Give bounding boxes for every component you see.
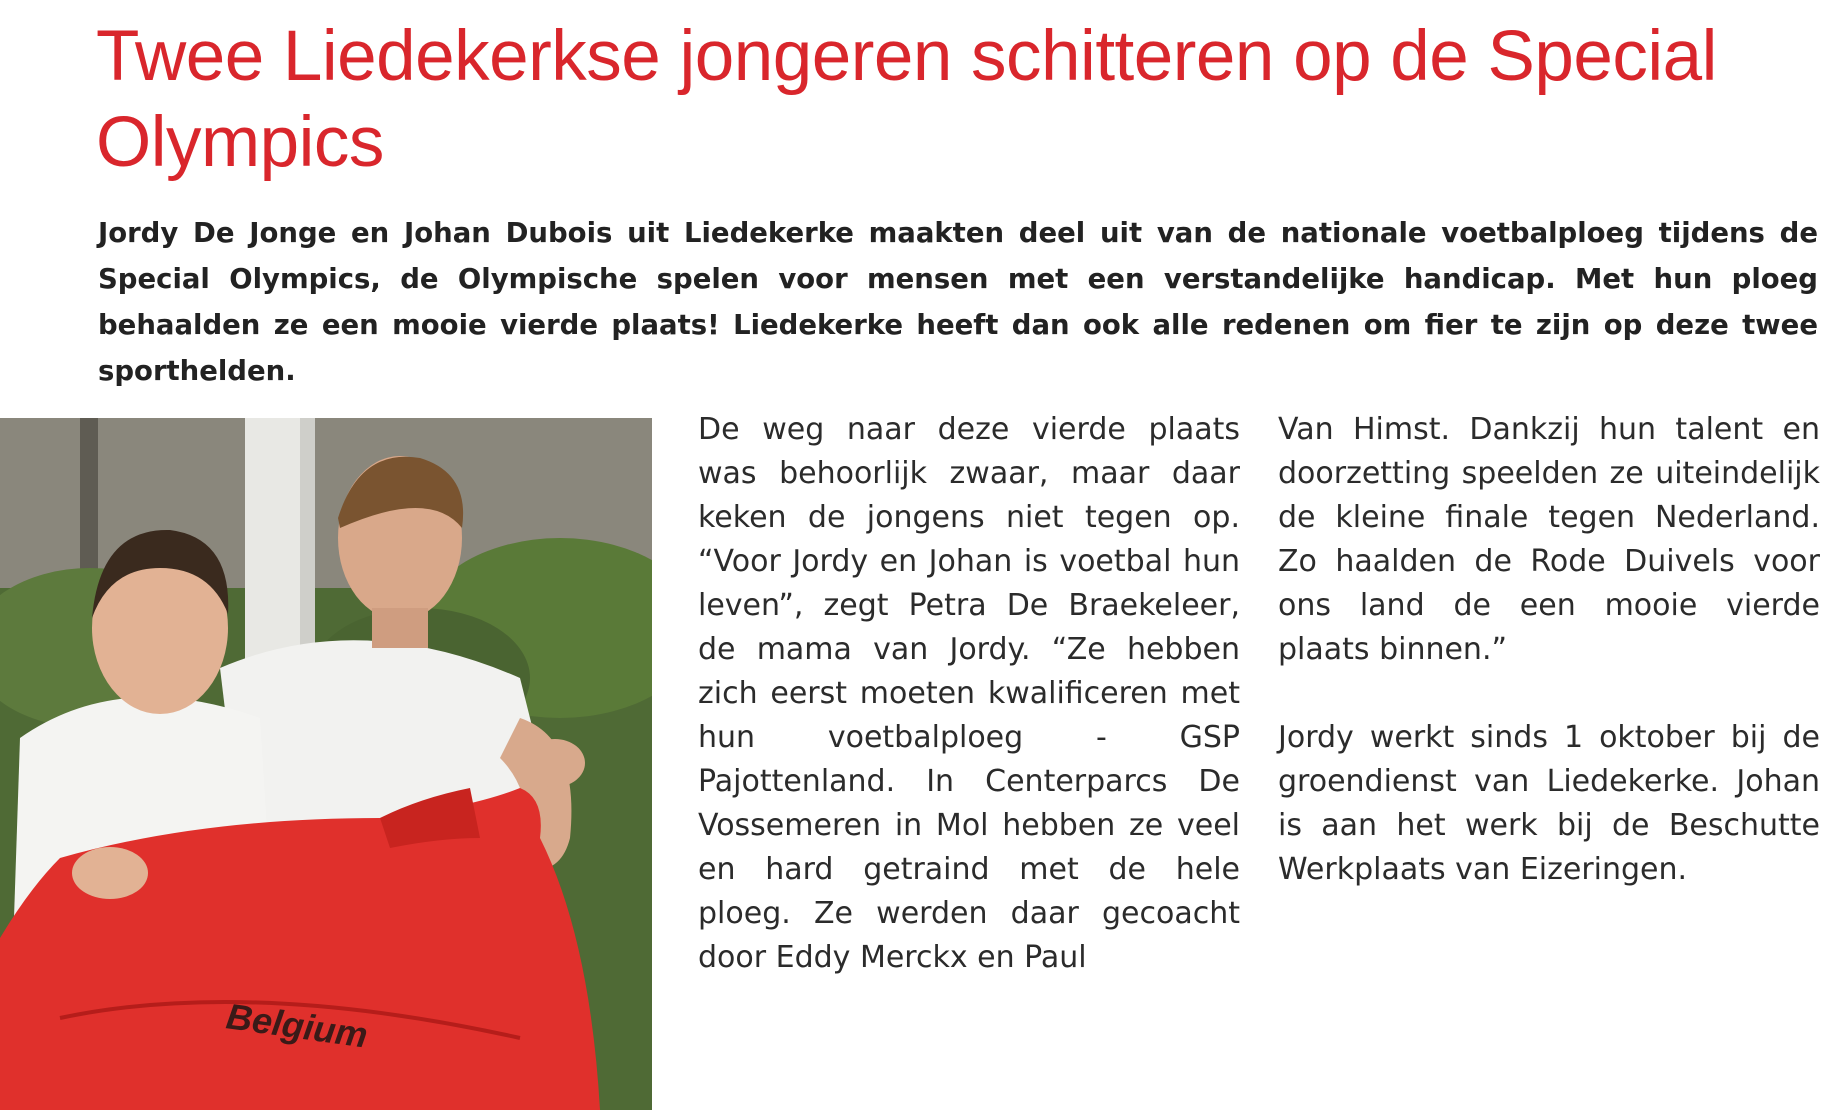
article-column-2 <box>1278 408 1820 936</box>
shirt-text: Belgium <box>223 995 371 1056</box>
column-1-paragraph: De weg naar deze vierde plaats was behoorlijk zwaar, maar daar keken de jongens niet tegen op. “Voor Jordy en Johan is voetbal hun leven”, zegt Petra De Braekeleer, de mama van Jordy. “Ze hebben zich eerst moeten kwalificeren met hun voetbalploeg - GSP Pajottenland. In Centerparcs De Vossemeren in Mol hebben ze veel en hard getraind met de hele ploeg. Ze werden daar gecoacht door Eddy Merckx en Paul <box>698 412 1240 975</box>
article-column-1 <box>698 408 1240 1024</box>
article-photo <box>0 418 652 1110</box>
column-2-paragraph-1: Van Himst. Dankzij hun talent en doorzetting speelden ze uiteindelijk de kleine finale tegen Nederland. Zo haalden de Rode Duivels voor ons land de een mooie vierde plaats binnen.” <box>1278 412 1820 667</box>
article-title: Twee Liedekerkse jongeren schitteren op de Special Olympics <box>96 17 1717 182</box>
column-2-paragraph-2: Jordy werkt sinds 1 oktober bij de groendienst van Liedekerke. Johan is aan het werk bij de Beschutte Werkplaats van Eizeringen. <box>1278 720 1820 887</box>
article-lead: Jordy De Jonge en Johan Dubois uit Liedekerke maakten deel uit van de nationale voetbalploeg tijdens de Special Olympics, de Olympische spelen voor mensen met een verstandelijke handicap. Met hun ploeg behaalden ze een mooie vierde plaats! Liedekerke heeft dan ook alle redenen om fier te zijn op deze twee sporthelden. <box>98 217 1818 387</box>
